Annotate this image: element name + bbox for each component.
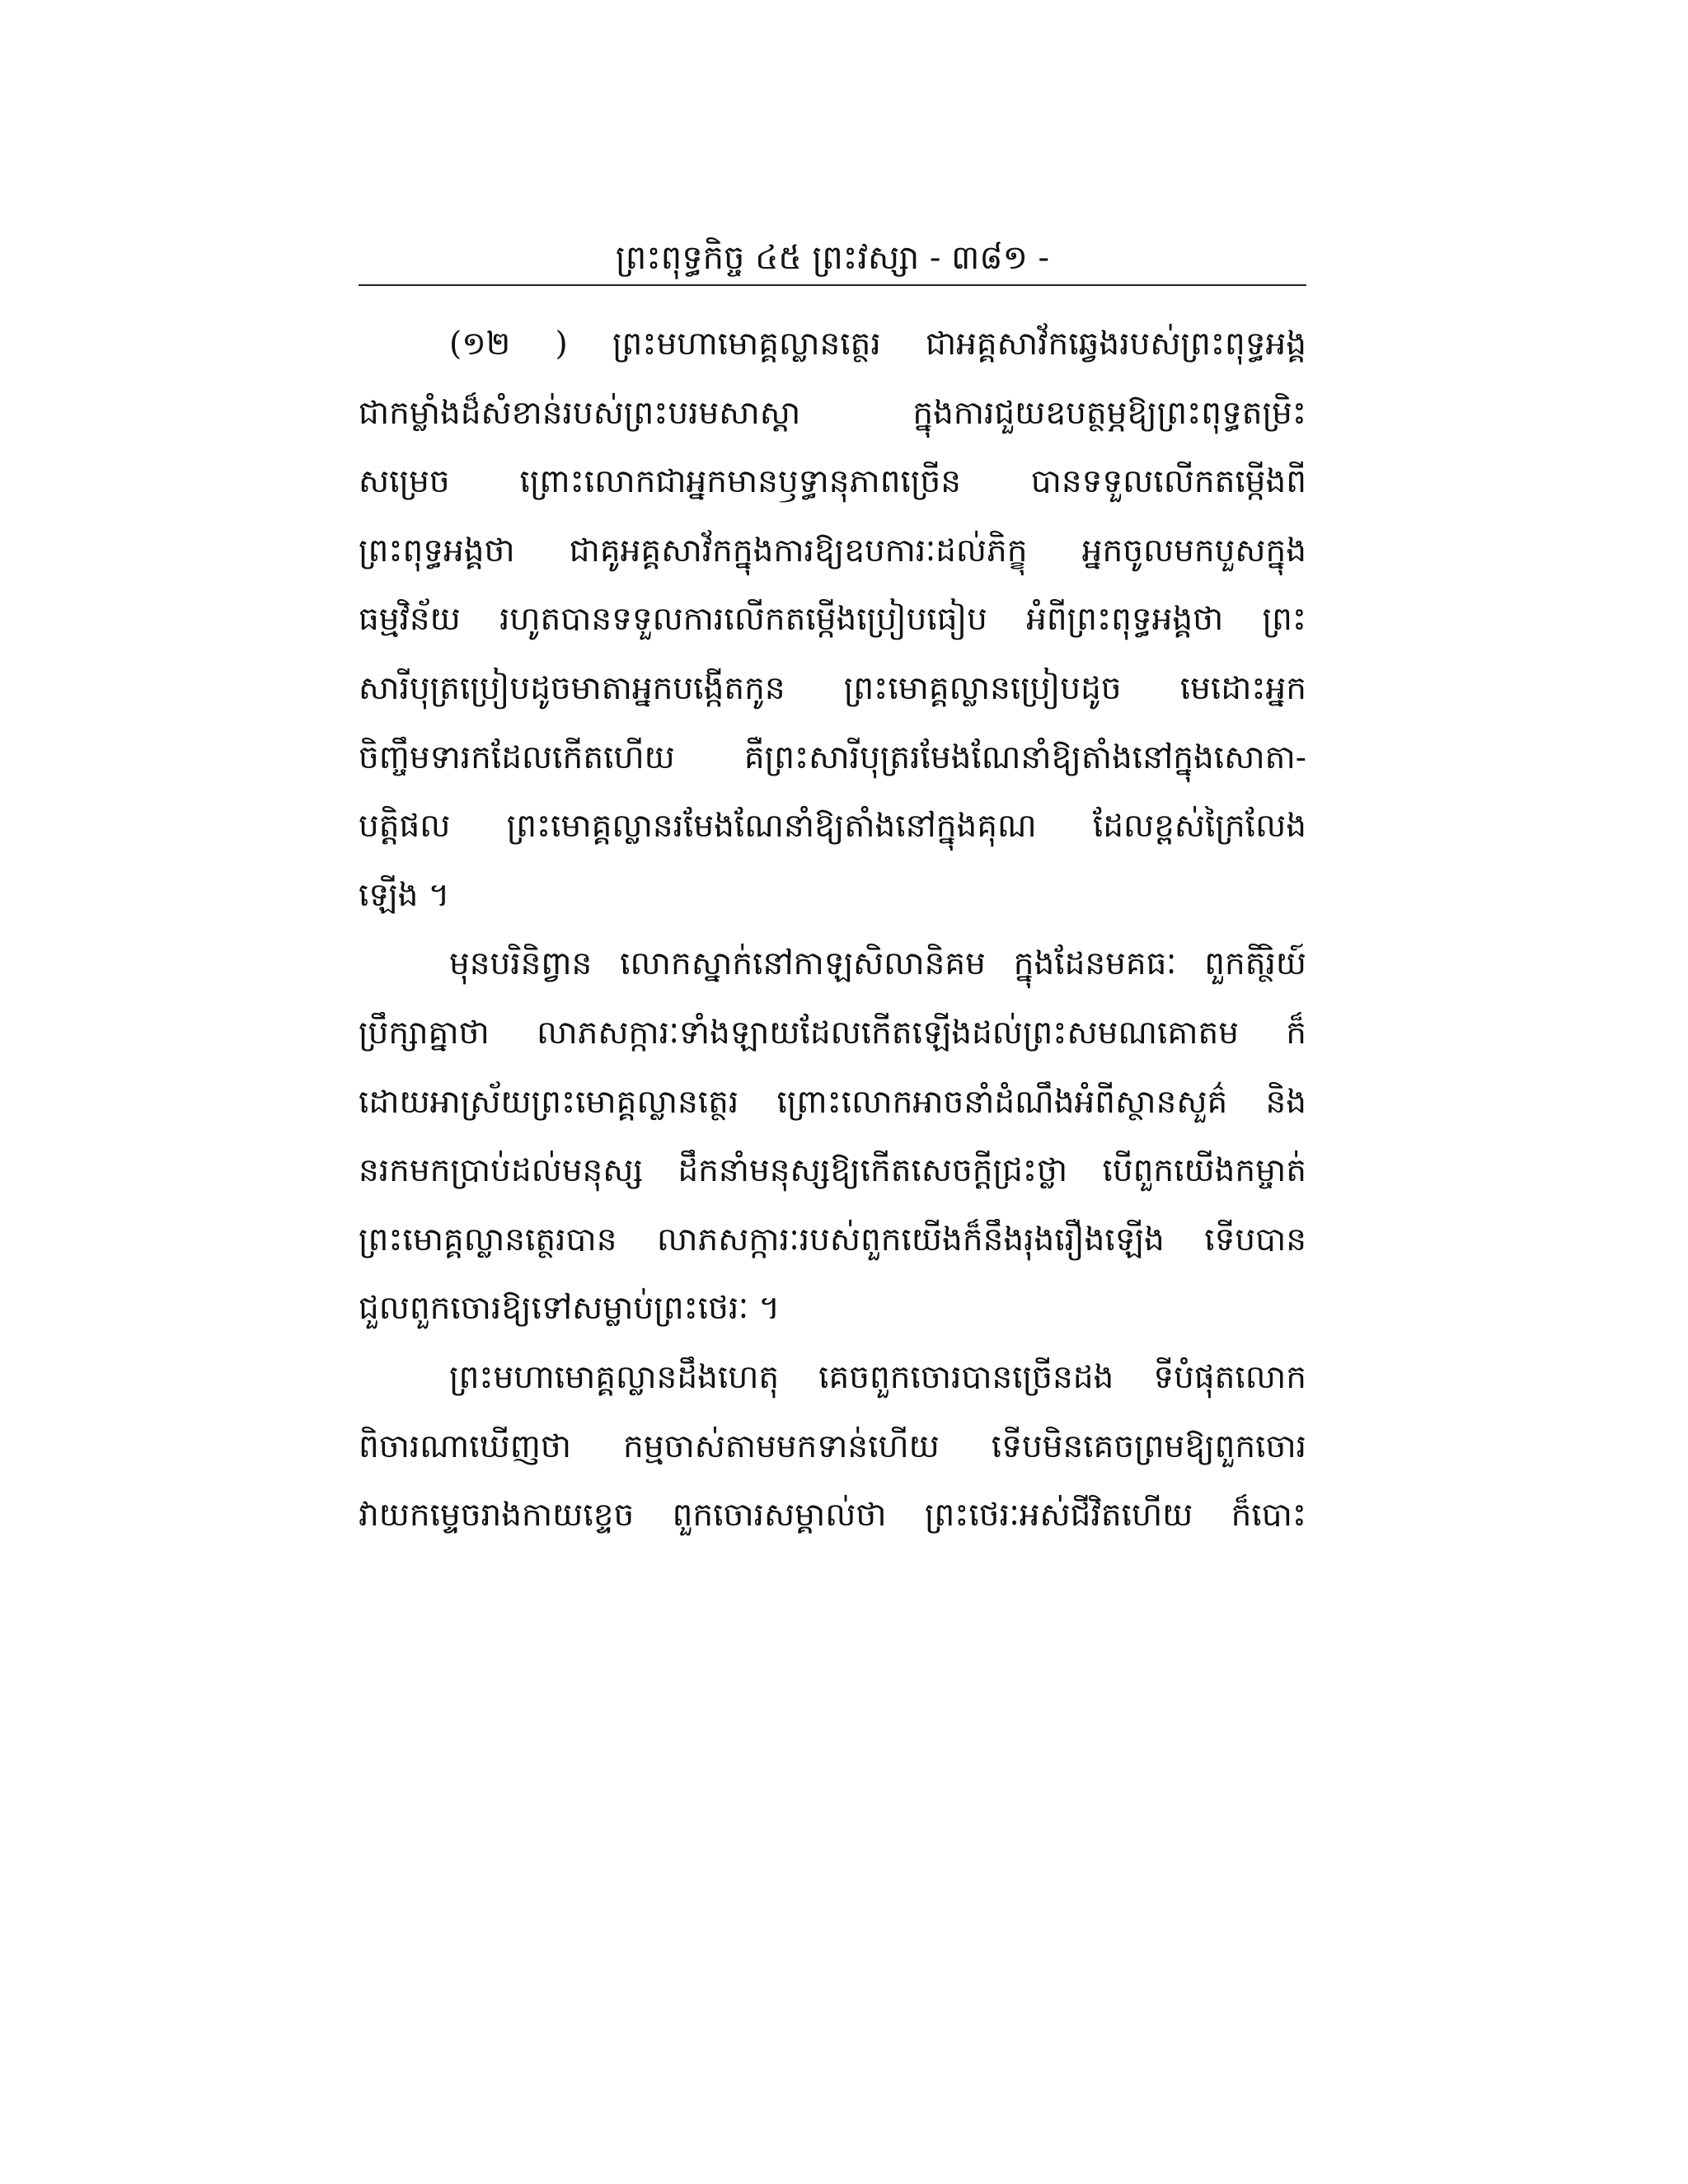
body-text [359, 310, 1306, 1550]
paragraph-2-line-5: ព្រះមោគ្គល្លានត្ថេរបាន លាភសក្ការៈរបស់ពួកយើងក៏នឹងរុងរឿងឡើង ទើបបាន [359, 1221, 1306, 1258]
paragraph-2-line-4: នរកមកប្រាប់ដល់មនុស្ស ដឹកនាំមនុស្សឱ្យកើតសេចក្តីជ្រះថ្លា បើពួកយើងកម្ចាត់ [359, 1152, 1306, 1190]
paragraph-3-line-2: ពិចារណាឃើញថា កម្មចាស់តាមមកទាន់ហើយ ទើបមិនគេចព្រមឱ្យពួកចោរ [359, 1427, 1306, 1465]
paragraph-1-line-6: សារីបុត្រប្រៀបដូចមាតាអ្នកបង្កើតកូន ព្រះមោគ្គល្លានប្រៀបដូច មេដោះអ្នក [359, 669, 1306, 707]
paragraph-1-line-1: (១២ ) ព្រះមហាមោគ្គល្លានត្ថេរ ជាអគ្គសាវ័កឆ្វេងរបស់ព្រះពុទ្ធអង្គ [449, 326, 1306, 363]
paragraph-2-line-3: ដោយអាស្រ័យព្រះមោគ្គល្លានត្ថេរ ព្រោះលោកអាចនាំដំណឹងអំពីស្ថានសួគ៌ និង [359, 1083, 1306, 1121]
paragraph-3-line-3: វាយកម្ទេចរាងកាយខ្ទេច ពួកចោរសម្គាល់ថា ព្រះថេរៈអស់ជីវិតហើយ ក៏បោះ [359, 1497, 1306, 1535]
paragraph-1-line-2: ជាកម្លាំងដ៏សំខាន់របស់ព្រះបរមសាស្តា ក្នុងការជួយឧបត្ថម្ភឱ្យព្រះពុទ្ធតម្រិះ [359, 394, 1306, 432]
paragraph-2-line-6: ជួលពួកចោរឱ្យទៅសម្លាប់ព្រះថេរៈ ។ [359, 1290, 781, 1328]
header-rule [359, 284, 1306, 286]
paragraph-1-line-4: ព្រះពុទ្ធអង្គថា ជាគូអគ្គសាវ័កក្នុងការឱ្យឧបការៈដល់ភិក្ខុ អ្នកចូលមកបួសក្នុង [359, 532, 1306, 569]
paragraph-1-line-8: បត្តិផល ព្រះមោគ្គល្លានរមែងណែនាំឱ្យតាំងនៅក្នុងគុណ ដែលខ្ពស់ក្រៃលែង [359, 808, 1306, 846]
paragraph-3-line-1: ព្រះមហាមោគ្គល្លានដឹងហេតុ គេចពួកចោរបានច្រើនដង ទីបំផុតលោក [449, 1358, 1306, 1396]
paragraph-1-line-5: ធម្មវិន័យ រហូតបានទទួលការលើកតម្កើងប្រៀបធៀប អំពីព្រះពុទ្ធអង្គថា ព្រះ [359, 601, 1306, 639]
paragraph-1-line-3: សម្រេច ព្រោះលោកជាអ្នកមានឫទ្ធានុភាពច្រើន បានទទួលលើកតម្កើងពី [359, 463, 1306, 501]
paragraph-2-line-2: ប្រឹក្សាគ្នាថា លាភសក្ការៈទាំងឡាយដែលកើតឡើងដល់ព្រះសមណគោតម ក៏ [359, 1014, 1306, 1052]
paragraph-1-line-7: ចិញ្ចឹមទារកដែលកើតហើយ គឺព្រះសារីបុត្ររមែងណែនាំឱ្យតាំងនៅក្នុងសោតា- [359, 738, 1306, 776]
paragraph-1-line-9: ឡើង ។ [359, 876, 450, 914]
paragraph-2-line-1: មុនបរិនិព្វាន លោកស្នាក់នៅកាឡសិលានិគម ក្នុងដែនមគធៈ ពួកតិរ្ថិយ៍ [449, 945, 1306, 983]
running-header: ព្រះពុទ្ធកិច្ច ៤៥ ព្រះវស្សា - ៣៨១ - [615, 239, 1050, 277]
